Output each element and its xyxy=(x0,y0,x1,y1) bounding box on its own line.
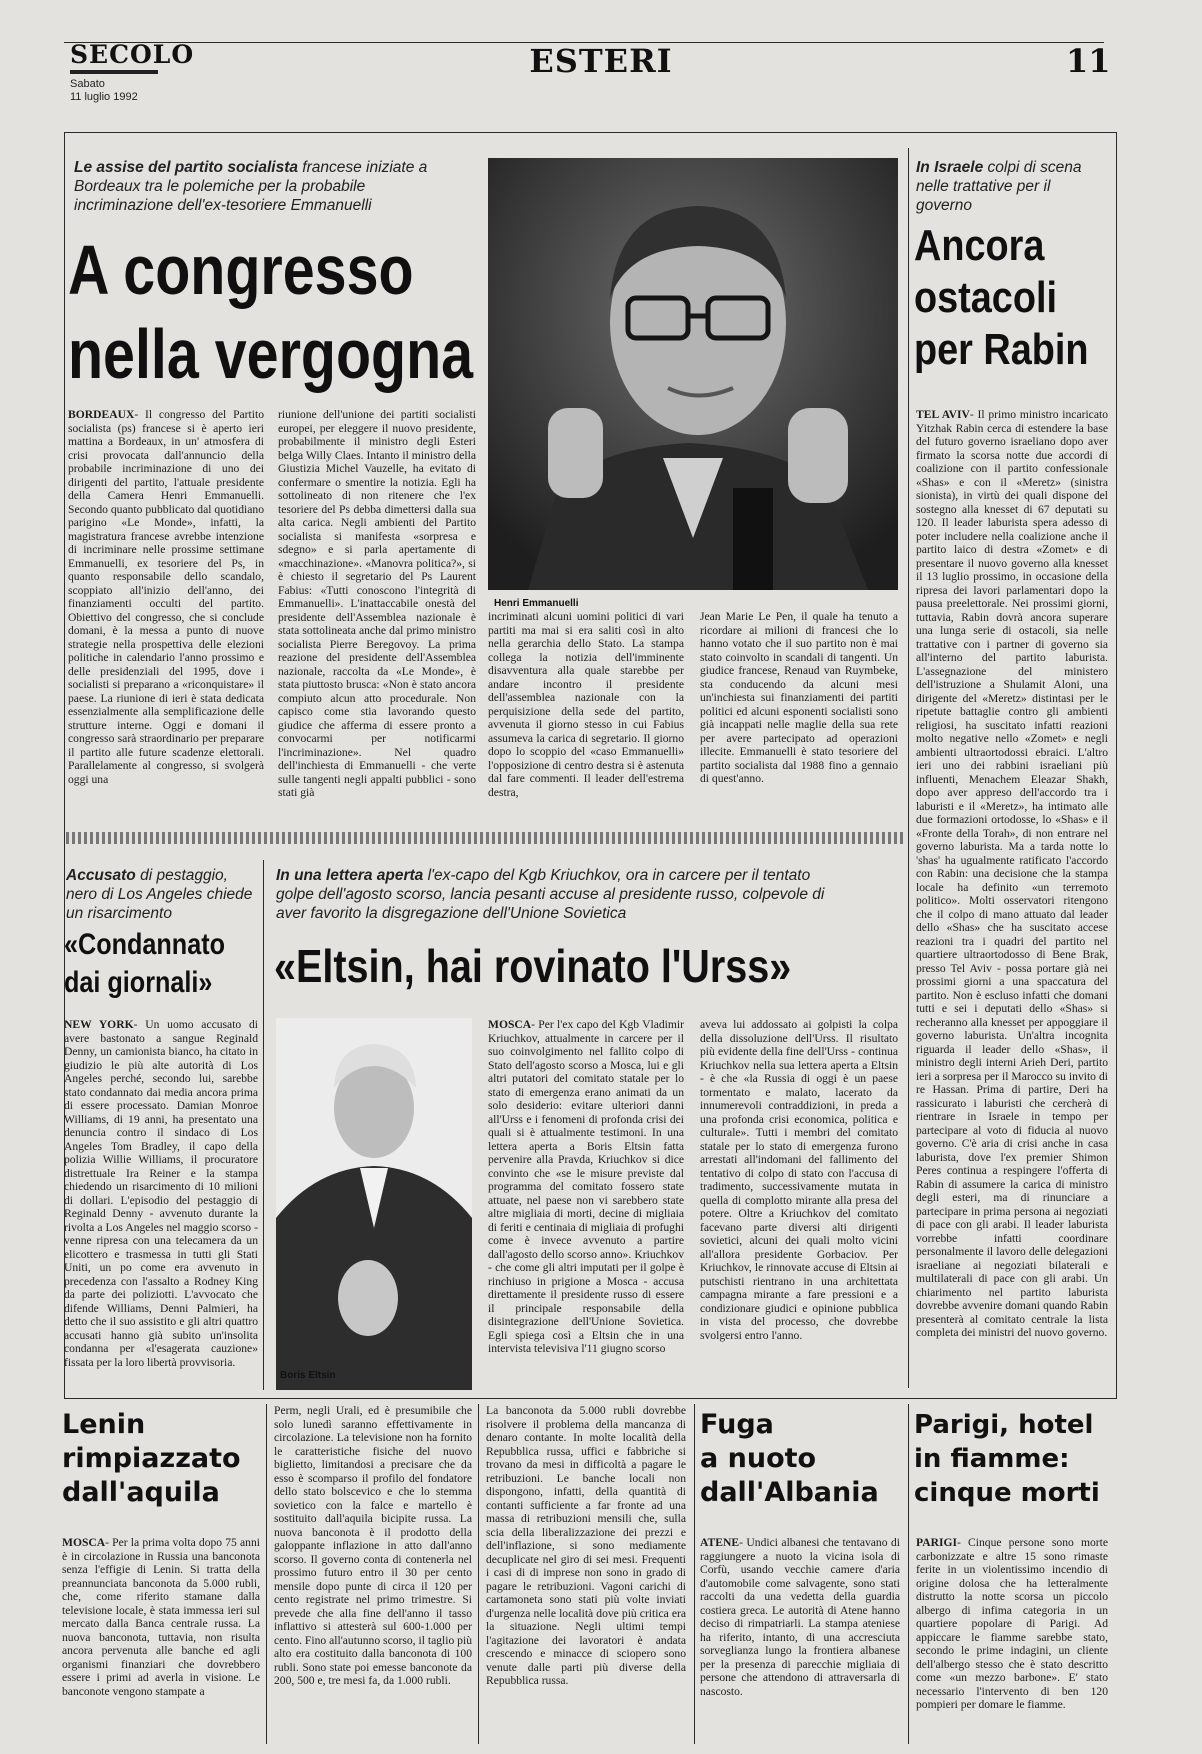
congresso-kicker xyxy=(74,158,446,215)
rabin-kicker-rest: colpi di scena nelle trattative per il governo xyxy=(916,159,1082,214)
congresso-dateline: BORDEAUX xyxy=(68,408,135,421)
congresso-headline-line2: nella vergogna xyxy=(68,315,474,393)
lenin-headline-line2: rimpiazzato xyxy=(62,1443,241,1474)
parigi-headline xyxy=(914,1408,1118,1516)
rabin-headline-line1: Ancora xyxy=(914,221,1045,270)
lenin-col3-text: La banconota da 5.000 rubli dovrebbe risolvere il problema della mancanza di denaro contante. In molte località della Repubblica russa, uffici e fabbriche si trovano da mesi in difficoltà a pagare le retribuzioni. Le banche locali non dispongono, infatti, della quantità di contanti sufficiente a far fronte ad una massa di retribuzioni mensili che, sulla scia della liberalizzazione dei prezzi e dell'inflazione, si sono mediamente decuplicate nel giro di sei mesi. Frequenti i casi di di imprese non sono in grado di pagare le retribuzioni. Vagoni carichi di cartamoneta sono stati più volte inviati d'urgenza nelle località dove più critica era la situazione. Negli ultimi tempi l'agitazione dei lavoratori è andata crescendo e minacce di sciopero sono venute dalle parti più diverse della Repubblica russa. xyxy=(486,1404,686,1687)
parigi-dateline: PARIGI xyxy=(916,1536,958,1549)
condannato-dateline: NEW YORK xyxy=(64,1018,134,1031)
parigi-headline-line3: cinque morti xyxy=(914,1478,1100,1508)
lenin-col-3 xyxy=(486,1404,686,1746)
condannato-column-rule xyxy=(263,860,264,1390)
rabin-kicker xyxy=(916,158,1106,215)
congresso-col-3 xyxy=(488,610,684,822)
lenin-col2-text: Perm, negli Urali, ed è presumibile che solo lunedì saranno effettivamente in circolazione. La televisione non ha fornito le caratteristiche fisiche del nuovo biglietto, limitandosi a precisare che da esso è scomparso il profilo del fondatore dello stato bolscevico e che lo stemma sovietico con la falce e martello è sostituito dall'aquila bicipite russa. La nuova banconota è il prodotto della galoppante inflazione in atto dall'anno scorso. Il governo conta di contenerla nel prossimo futuro entro il 30 per cento mensile dopo punte di circa il 120 per cento registrate nel primo trimestre. Si prevede che alla fine dell'anno il tasso inflattivo si attesterà sul 600-1.000 per cento. Fino all'autunno scorso, il taglio più alto era costituito dalla banconota di 100 rubli. Sono state poi emesse banconote da 200, 500 e, tre mesi fa, da 1.000 rubli. xyxy=(274,1404,472,1687)
eltsin-kicker xyxy=(276,866,836,923)
eltsin-headline: «Eltsin, hai rovinato l'Urss» xyxy=(274,940,792,992)
rabin-dateline: TEL AVIV xyxy=(916,408,970,421)
eltsin-headline-wrap xyxy=(274,936,904,1004)
eltsin-portrait-image xyxy=(276,1018,472,1390)
frame-bottom-rule xyxy=(64,1398,1117,1399)
condannato-body xyxy=(64,1018,258,1388)
rabin-headline-line3: per Rabin xyxy=(914,325,1089,374)
congresso-col1-text: - Il congresso del Partito socialista (ps) francese si è aperto ieri mattina a Bordeaux, in un' atmosfera di crisi provocata dall'annuncio della probabile incriminazione di uno dei dirigenti del partito, l'attuale presidente della Camera Henri Emmanuelli. Secondo quanto pubblicato dal quotidiano parigino «Le Monde», infatti, la magistratura francese avrebbe intenzione di incriminare nelle prossime settimane Emmanuelli, ex tesoriere del Ps, in quanto responsabile dello scandalo, scoppiato all'inizio dell'anno, dei finanziamenti occulti del partito. Obiettivo del congresso, che si conclude domani, è la messa a punto di nuove strategie nella prospettiva delle elezioni politiche in calendario l'anno prossimo e delle presidenziali del 1995, dove i socialisti si preparano a «riconquistare» il paese. La riunione di ieri è stata dedicata essenzialmente alla semplificazione delle strutture interne. Oggi e domani il congresso sarà straordinario per preparare il partito alle future scadenze elettorali. Parallelamente al congresso, si svolgerà oggi una xyxy=(68,408,264,786)
bottom-rule-2 xyxy=(478,1404,479,1744)
lenin-dateline: MOSCA xyxy=(62,1536,106,1549)
albania-headline-line1: Fuga xyxy=(700,1409,774,1440)
frame-right-rule xyxy=(1116,132,1117,1398)
condannato-headline xyxy=(64,926,262,1008)
section-title: ESTERI xyxy=(529,42,673,80)
page-number: 11 xyxy=(1066,42,1111,80)
condannato-headline-line1: «Condannato xyxy=(64,928,226,961)
congresso-headline xyxy=(68,228,488,410)
lenin-headline-line1: Lenin xyxy=(62,1409,146,1440)
issue-date xyxy=(70,78,138,104)
frame-top-rule xyxy=(64,132,1116,133)
albania-dateline: ATENE xyxy=(700,1536,740,1549)
lenin-col1-text: - Per la prima volta dopo 75 anni è in circolazione in Russia una banconota senza l'effigie di Lenin. Si tratta della preannunciata banconota da 5.000 rubli, che, come riferito stamane dalla televisione locale, è stata immessa ieri sul mercato dalla Banca centrale russa. La nuova banconota, tuttavia, non risulta ancora pervenuta alle banche ed agli organismi finanziari che dovrebbero essere i primi ad averla in visione. Le banconote vengono stampate a xyxy=(62,1536,260,1698)
albania-headline-line3: dall'Albania xyxy=(700,1477,879,1508)
condannato-body-text: - Un uomo accusato di avere bastonato a sangue Reginald Denny, un camionista bianco, ha citato in giudizio le più alte autorità di Los Angeles perché, secondo lui, sarebbe stato condannato dai media ancora prima di essere processato. Damian Monroe Williams, di 19 anni, ha presentato una denuncia contro il sindaco di Los Angeles Tom Bradley, il capo della polizia Willie Williams, il procuratore distrettuale Ira Reiner e la stampa chiedendo un risarcimento di 10 milioni di dollari. L'episodio del pestaggio di Reginald Denny - avvenuto durante la rivolta a Los Angeles nel maggio scorso - venne ripresa con una telecamera da un elicottero e trasmessa in tutti gli Stati Uniti, un po come era avvenuto in precedenza con l'assalto a Rodney King da parte dei poliziotti. L'avvocato che difende Williams, Denni Palmieri, ha detto che il suo assistito e gli altri quattro accusati hanno già subito un'insolita condanna per «l'esagerata cauzione» fissata per la loro libertà provvisoria. xyxy=(64,1018,258,1369)
eltsin-col1-text: - Per l'ex capo del Kgb Vladimir Kriuchkov, attualmente in carcere per il suo coinvolgimento nel fallito colpo di Stato dell'agosto scorso a Mosca, lui e gli altri putatori del comitato statale per lo stato di emergenza erano animati da un solo desiderio: evitare ulteriori danni all'Urss e i fenomeni di profonda crisi dei quali si è attualmente testimoni. In una lettera aperta a Boris Eltsin fatta pervenire alla Pravda, Kriuchkov si dice convinto che «se le misure previste dal programma del comitato fossero state attuate, nel paese non vi sarebbero state altre migliaia di morti, decine di migliaia di feriti e centinaia di migliaia di profughi come è invece avvenuto a partire dall'agosto dello scorso anno». Kriuchkov - che come gli altri imputati per il golpe è rinchiuso in prigione a Mosca - accusa direttamente il presidente russo di essere il principale responsabile della disintegrazione dell'Unione Sovietica. Egli spiega così a Eltsin che in una intervista televisiva l'11 giugno scorso xyxy=(488,1018,684,1355)
rabin-headline-line2: ostacoli xyxy=(914,273,1058,322)
parigi-body xyxy=(916,1536,1108,1746)
eltsin-col-2 xyxy=(700,1018,898,1388)
rabin-column-rule xyxy=(908,148,909,1388)
congresso-headline-line1: A congresso xyxy=(68,231,414,309)
condannato-kicker-rest: di pestaggio, nero di Los Angeles chiede un risarcimento xyxy=(66,867,253,922)
congresso-col-2 xyxy=(278,408,476,822)
lenin-headline-line3: dall'aquila xyxy=(62,1477,220,1508)
eltsin-col2-text: aveva lui addossato ai golpisti la colpa della dissoluzione dell'Urss. Il risultato più evidente della fine dell'Urss - continua Kriuchkov nella sua lettera aperta a Eltsin - è che «la Russia di oggi è un paese tormentato e malato, lacerato da innumerevoli contraddizioni, in preda a una profonda crisi economica, politica e culturale». Tutti i membri del comitato statale per lo stato di emergenza furono arrestati all'indomani del fallimento del tentativo di colpo di stato con l'accusa di tradimento, successivamente mutata in quella di complotto mirante alla presa del potere. Oltre a Kriuchkov del comitato facevano parte diversi alti dirigenti sovietici, alcuni dei quali molto vicini all'allora presidente Gorbaciov. Per Kriuchkov, le rinnovate accuse di Eltsin ai putschisti rientrano in una architettata campagna mirante a fare pressioni e a condizionare giudici e opinione pubblica in vista del processo, che dovrebbe svolgersi entro l'anno. xyxy=(700,1018,898,1342)
parigi-headline-line2: in fiamme: xyxy=(914,1444,1070,1474)
rabin-body xyxy=(916,408,1108,1388)
congresso-col-4 xyxy=(700,610,898,822)
eltsin-photo xyxy=(276,1018,472,1390)
rabin-body-text: - Il primo ministro incaricato Yitzhak Rabin cerca di estendere la base del futuro governo israeliano dopo aver firmato la scorsa notte due accordi di coalizione con il partito confessionale «Shas» e con il «Meretz» (sinistra sionista), in virtù dei quali dispone del sostegno alla knesset di 67 deputati su 120. Il leader laburista spera adesso di poter includere nella coalizione anche il partito laico di destra «Zomet» e di presentare il nuovo governo alla knesset il 13 luglio prossimo, in occasione della ripresa dei lavori parlamentari dopo la pausa preelettorale. Nei prossimi giorni, tuttavia, Rabin dovrà ancora superare una lunga serie di ostacoli, sia nelle trattative con i partner di governo sia all'interno del partito laburista. L'assegnazione del ministero dell'istruzione a Shulamit Aloni, una dirigente del «Meretz» distintasi per le ripetute battaglie contro gli ambienti religiosi, ha suscitato infatti reazioni molto negative nello «Zomet» e negli ambienti ultraortodossi ebraici. L'altro ieri uno dei rabbini israeliani più influenti, Menachem Eleazar Shakh, dopo aver appreso dell'accordo tra i laburisti e il «Meretz», ha intimato alle due formazioni ortodosse, lo «Shas» e il «Fronte della Torah», di non entrare nel governo laburista. Ma a tarda notte lo 'shas' ha ugualmente ratificato l'accordo con Rabin: una decisione che la stampa locale ha definito «un terremoto politico». Molti osservatori ritengono che il colpo di mano attuato dal leader dello «Shas» che ha suscitato accese reazioni tra i quadri del partito nel quartiere ultraortodosso di Bene Brak, presso Tel Aviv - possa portare già nei prossimi giorni a una spaccatura del partito. Non è escluso infatti che domani tutti e sei i deputati dello «Shas» si recheranno alla knesset per appoggiare il governo laburista. Un'altra incognita riguarda il leader dello «Shas», il ministro degli interni Arieh Deri, partito ieri a sorpresa per il Marocco su invito di re Hassan. Prima di partire, Deri ha rassicurato i laburisti che cercherà di rientrare in Israele in tempo per partecipare al voto di fiducia al nuovo governo. C'è aria di crisi anche in casa laburista, dove l'ex premier Shimon Peres continua a respingere l'offerta di Rabin di assumere la carica di ministro degli esteri, ma di rinunciare a partecipare in prima persona ai negoziati di pace con gli arabi. Il leader laburista vorrebbe infatti coordinare personalmente il lavoro delle delegazioni israeliane ai negoziati bilaterali e multilaterali di pace con gli arabi. Un chiarimento nel partito laburista dovrebbe avvenire domani quando Rabin presenterà al comitato centrale la lista completa dei ministri del nuovo governo. xyxy=(916,408,1108,1339)
eltsin-dateline: MOSCA xyxy=(488,1018,532,1031)
albania-headline-line2: a nuoto xyxy=(700,1443,817,1474)
parigi-headline-line1: Parigi, hotel xyxy=(914,1410,1094,1440)
rabin-kicker-bold: In Israele xyxy=(916,159,984,176)
congresso-col-1 xyxy=(68,408,264,822)
separator-band xyxy=(66,832,904,844)
congresso-col2-text: riunione dell'unione dei partiti socialisti europei, per eleggere il nuovo presidente, probabilmente il ministro degli Esteri belga Willy Claes. Intanto il ministro della Giustizia Michel Vauzelle, ha evitato di confermare o smentire la notizia. Egli ha sottolineato di non ritenere che l'ex tesoriere del Ps debba dimettersi dalla sua alta carica. Negli ambienti del Partito socialista si manifesta «sorpresa e sdegno» e si parla apertamente di «macchinazione». «Manovra politica?», si è chiesto il segretario del Ps Laurent Fabius: «Tutti conoscono l'integrità di Emmanuelli». L'inattaccabile onestà del presidente dell'Assemblea nazionale è stata sottolineata anche dal primo ministro socialista Pierre Beregovoy. La prima reazione del presidente dell'Assemblea nazionale, raccolta da «Le Monde», è stata piuttosto brusca: «Non è stato ancora compiuto alcun atto procedurale. Non capisco come stia lavorando questo giudice che afferma di essere pronto a convocarmi per notificarmi l'incriminazione». Nel quadro dell'inchiesta di Emmanuelli - che verte sulle tangenti negli appalti pubblici - sono stati già xyxy=(278,408,476,799)
eltsin-kicker-bold: In una lettera aperta xyxy=(276,867,424,884)
eltsin-caption: Boris Eltsin xyxy=(280,1370,336,1381)
condannato-headline-line2: dai giornali» xyxy=(64,966,213,999)
albania-headline xyxy=(700,1408,904,1516)
parigi-body-text: - Cinque persone sono morte carbonizzate e altre 15 sono rimaste ferite in un violentissimo incendio di origine dolosa che ha letteralmente distrutto la notte scorsa un piccolo albergo di infima categoria in un quartiere popolare di Parigi. Ad appiccare le fiamme sarebbe stato, secondo le prime indagini, un cliente dell'albergo stesso che è stato descritto come «un mezzo barbone». E' stato necessario l'intervento di ben 120 pompieri per domare le fiamme. xyxy=(916,1536,1108,1711)
bottom-rule-3 xyxy=(694,1404,695,1744)
lenin-col-2 xyxy=(274,1404,472,1746)
congresso-col4-text: Jean Marie Le Pen, il quale ha tenuto a ricordare ai milioni di francesi che lo hanno votato che il suo partito non è mai stato coinvolto in scandali di tangenti. Un giudice francese, Renaud van Ruymbeke, sta conducendo da alcuni mesi un'inchiesta sui finanziamenti dei partiti politici ed alcuni esponenti socialisti sono già incappati nelle maglie della sua rete per avere partecipato ad operazioni illecite. Emmanuelli è stato tesoriere del partito socialista dal 1988 fino a gennaio di quest'anno. xyxy=(700,610,898,785)
eltsin-col-1 xyxy=(488,1018,684,1388)
condannato-kicker-bold: Accusato xyxy=(66,867,136,884)
albania-body-text: - Undici albanesi che tentavano di raggiungere a nuoto la vicina isola di Corfù, usando vecchie camere d'aria d'automobile come salvagente, sono stati raccolti da una vedetta della guardia costiera greca. Le autorità di Atene hanno deciso di rimpatriarli. La stampa ateniese ha riferito, intanto, di una accresciuta sorveglianza lungo la frontiera albanese per la presenza di parecchie migliaia di persone che attendono di attraversarla di nascosto. xyxy=(700,1536,900,1698)
emmanuelli-caption: Henri Emmanuelli xyxy=(494,598,579,609)
bottom-rule-1 xyxy=(266,1404,267,1744)
congresso-col3-text: incriminati alcuni uomini politici di vari partiti ma mai si era saliti così in alto nella gerarchia dello Stato. La stampa collega la notizia dell'imminente disavventura alla quale starebbe per andare incontro il presidente dell'assemblea nazionale con la perquisizione della sede del partito, avvenuta il giorno stesso in cui Fabius assumeva la carica di segretario. Il giorno dopo lo scoppio del «caso Emmanuelli» l'opposizione di centro destra si è astenuta dal fare commenti. Il leader dell'estrema destra, xyxy=(488,610,684,799)
issue-date-text: 11 luglio 1992 xyxy=(70,91,138,103)
emmanuelli-photo xyxy=(488,158,898,590)
eltsin-kicker-rest: l'ex-capo del Kgb Kriuchkov, ora in carcere per il tentato golpe dell'agosto scorso, lancia pesanti accuse al presidente russo, colpevole di aver favorito la disgregazione dell'Unione Sovietica xyxy=(276,867,825,922)
lenin-col-1 xyxy=(62,1536,260,1746)
rabin-headline xyxy=(914,220,1110,380)
condannato-kicker xyxy=(66,866,262,923)
bottom-rule-4 xyxy=(908,1404,909,1744)
lenin-headline xyxy=(62,1408,262,1516)
newspaper-logo: SECOLO xyxy=(70,40,195,69)
emmanuelli-portrait-image xyxy=(488,158,898,590)
congresso-kicker-rest: francese iniziate a Bordeaux tra le polemiche per la probabile incriminazione dell'ex-tesoriere Emmanuelli xyxy=(74,159,428,214)
congresso-kicker-bold: Le assise del partito socialista xyxy=(74,159,298,176)
issue-day: Sabato xyxy=(70,78,105,90)
albania-body xyxy=(700,1536,900,1746)
